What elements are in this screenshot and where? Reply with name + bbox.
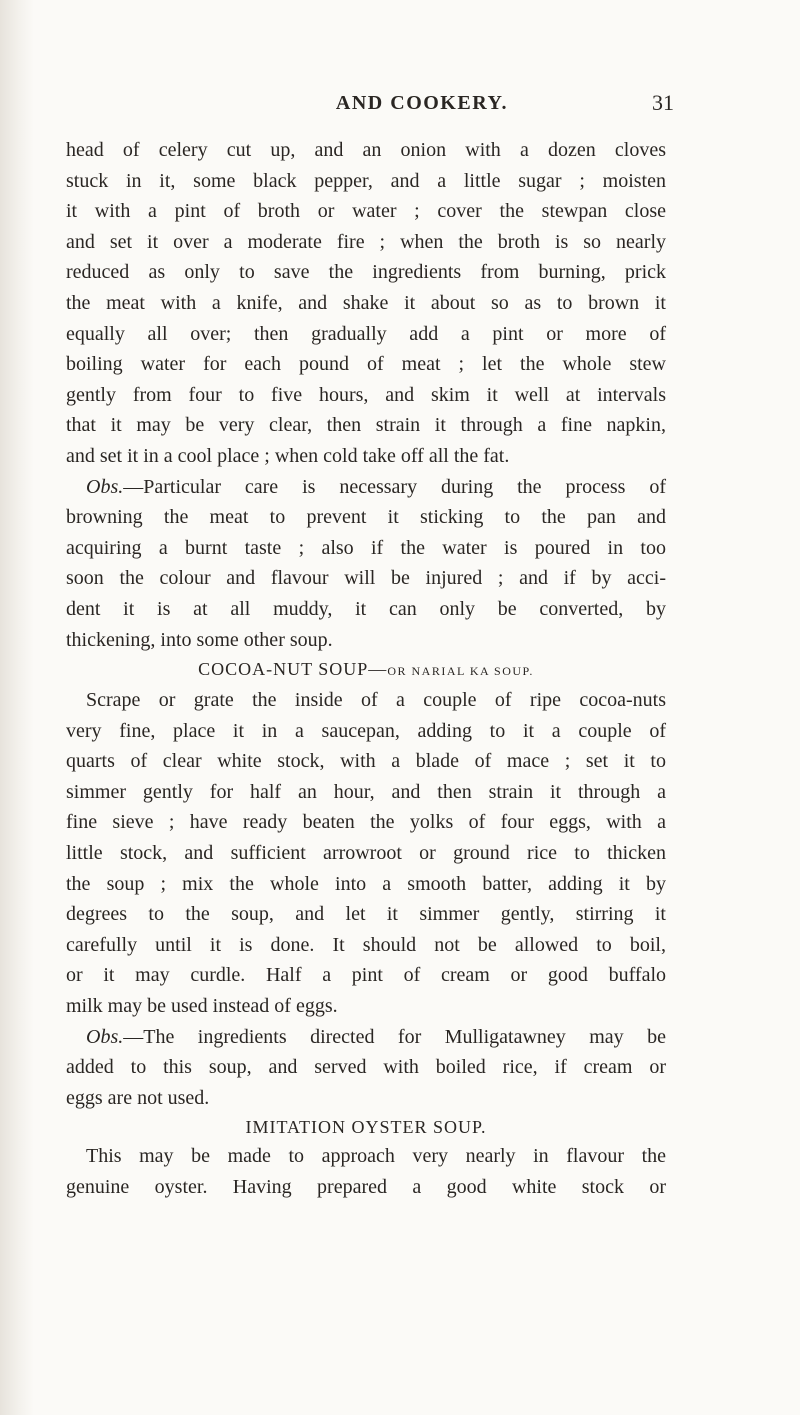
obs-label: Obs. <box>86 1025 124 1048</box>
text-line: Scrape or grate the inside of a couple of ripe cocoa-nuts <box>86 689 666 712</box>
recipe-paragraph <box>66 1141 666 1202</box>
text-line: soon the colour and flavour will be injured ; and if by acci- <box>66 567 666 590</box>
text-line: it with a pint of broth or water ; cover the stewpan close <box>66 200 666 223</box>
recipe-paragraph <box>66 685 666 991</box>
page-number: 31 <box>652 90 674 115</box>
observation-note <box>66 1022 666 1083</box>
page-gutter-shadow <box>0 0 34 1415</box>
text-line: head of celery cut up, and an onion with a dozen cloves <box>66 139 666 161</box>
text-line: equally all over; then gradually add a pint or more of <box>66 322 666 345</box>
text-line: genuine oyster. Having prepared a good white stock or <box>66 1176 666 1198</box>
text-line: reduced as only to save the ingredients from burning, prick <box>66 261 666 284</box>
text-line: gently from four to five hours, and skim it well at intervals <box>66 383 666 406</box>
text-line: boiling water for each pound of meat ; let the whole stew <box>66 353 666 376</box>
heading-main: COCOA-NUT SOUP— <box>198 659 388 680</box>
text-line: little stock, and sufficient arrowroot or ground rice to thicken <box>66 842 666 865</box>
recipe-heading-cocoa-nut-soup <box>66 655 666 685</box>
text-line: carefully until it is done. It should not be allowed to boil, <box>66 933 666 956</box>
text-line: and set it in a cool place ; when cold take off all the fat. <box>66 444 510 467</box>
paragraph-continuation-end <box>66 441 666 472</box>
page-body <box>66 135 666 1203</box>
text-line: dent it is at all muddy, it can only be converted, by <box>66 597 666 620</box>
text-line: —Particular care is necessary during the process of <box>123 475 666 498</box>
text-line: and set it over a moderate fire ; when the broth is so nearly <box>66 230 666 253</box>
text-line: eggs are not used. <box>66 1086 210 1109</box>
obs-label: Obs. <box>86 475 124 498</box>
recipe-heading-imitation-oyster-soup: IMITATION OYSTER SOUP. <box>245 1117 487 1138</box>
text-line: the soup ; mix the whole into a smooth batter, adding it by <box>66 872 666 895</box>
text-line: This may be made to approach very nearly in flavour the <box>86 1145 666 1168</box>
text-line: stuck in it, some black pepper, and a little sugar ; moisten <box>66 169 666 192</box>
text-line: the meat with a knife, and shake it about so as to brown it <box>66 291 666 314</box>
text-line: simmer gently for half an hour, and then strain it through a <box>66 780 666 803</box>
text-line: added to this soup, and served with boiled rice, if cream or <box>66 1056 666 1079</box>
paragraph-continuation <box>66 135 666 441</box>
text-line: milk may be used instead of eggs. <box>66 995 338 1018</box>
observation-note-end <box>66 1083 666 1114</box>
text-line: —The ingredients directed for Mulligatawney may be <box>123 1025 666 1048</box>
text-line: thickening, into some other soup. <box>66 628 333 651</box>
recipe-paragraph-end <box>66 991 666 1022</box>
observation-note-end <box>66 625 666 656</box>
running-head: AND COOKERY. <box>335 92 509 114</box>
text-line: browning the meat to prevent it sticking to the pan and <box>66 506 666 529</box>
page-header <box>0 86 800 120</box>
text-line: degrees to the soup, and let it simmer gently, stirring it <box>66 903 666 926</box>
text-line: fine sieve ; have ready beaten the yolks of four eggs, with a <box>66 811 666 834</box>
text-line: quarts of clear white stock, with a blade of mace ; set it to <box>66 750 666 773</box>
text-line: that it may be very clear, then strain it through a fine napkin, <box>66 414 666 437</box>
observation-note <box>66 472 666 625</box>
heading-subtitle: OR NARIAL KA SOUP. <box>387 664 534 679</box>
text-line: or it may curdle. Half a pint of cream or good buffalo <box>66 964 666 987</box>
text-line: very fine, place it in a saucepan, adding to it a couple of <box>66 719 666 742</box>
text-line: acquiring a burnt taste ; also if the water is poured in too <box>66 536 666 559</box>
